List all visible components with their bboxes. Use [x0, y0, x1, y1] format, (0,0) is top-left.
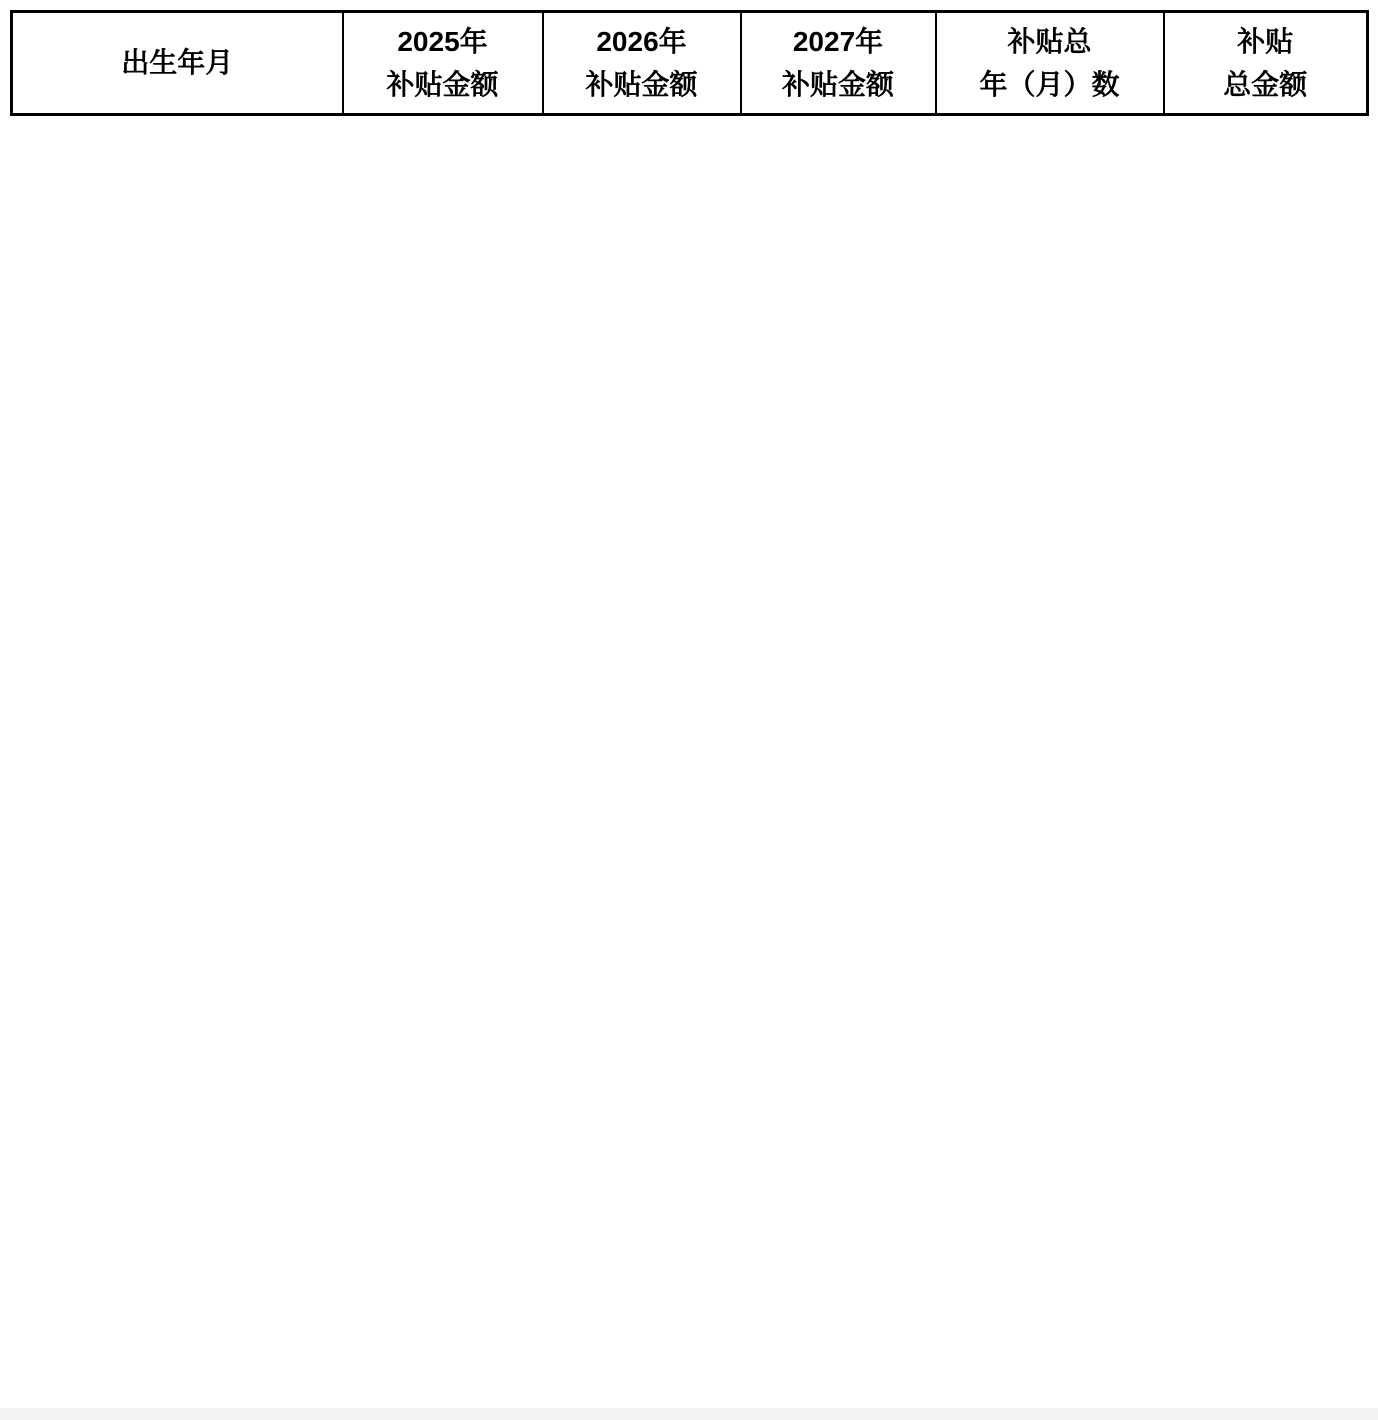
header-label: 补贴金额 [585, 69, 698, 100]
horizontal-scrollbar-track[interactable] [0, 1408, 1378, 1420]
header-label: 补贴 [1237, 25, 1294, 57]
header-label: 补贴金额 [782, 69, 895, 100]
header-label: 2027年 [792, 25, 884, 57]
header-cell-2026-amount [543, 12, 741, 115]
header-label: 2026年 [596, 25, 687, 57]
header-row [12, 12, 1368, 115]
header-cell-total-duration [936, 12, 1164, 115]
header-label: 年（月）数 [979, 69, 1120, 100]
header-label: 2025年 [397, 25, 488, 57]
header-label: 补贴总 [1007, 25, 1092, 57]
table-header [12, 12, 1368, 115]
header-cell-2025-amount [343, 12, 543, 115]
header-label: 总金额 [1223, 69, 1308, 100]
subsidy-table-container [10, 10, 1369, 116]
header-cell-birth-date [12, 12, 343, 115]
header-cell-total-amount [1164, 12, 1368, 115]
subsidy-table [10, 10, 1369, 116]
header-cell-2027-amount [741, 12, 936, 115]
header-label: 补贴金额 [386, 69, 499, 100]
header-label: 出生年月 [121, 47, 234, 79]
